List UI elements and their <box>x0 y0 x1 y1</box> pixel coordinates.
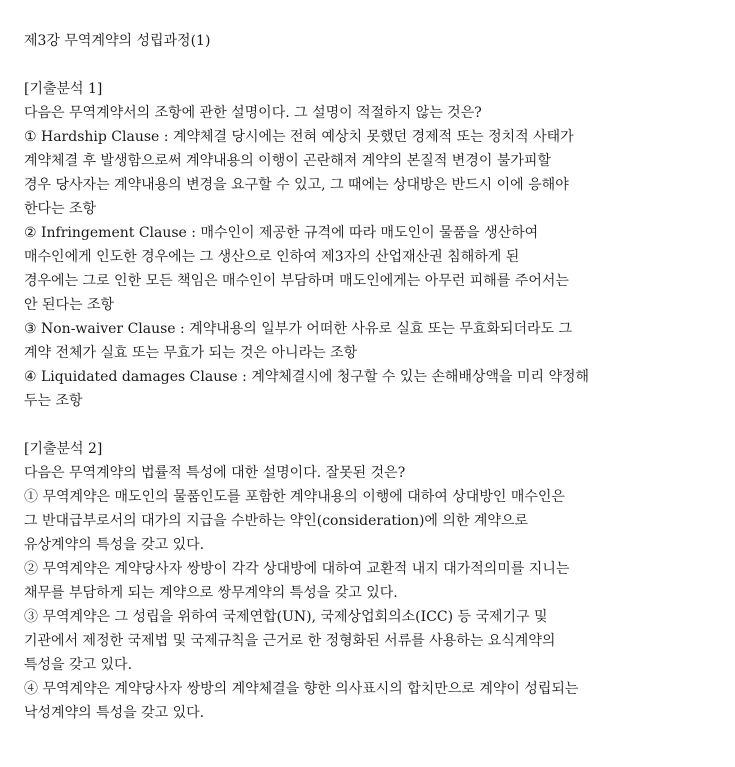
option-1-line: 유상계약의 특성을 갖고 있다. <box>24 537 205 553</box>
section-2 <box>24 437 724 725</box>
spacer <box>24 53 724 77</box>
option-3-line: 계약 전체가 실효 또는 무효가 되는 것은 아니라는 조항 <box>24 345 358 361</box>
option-1-line: ① Hardship Clause : 계약체결 당시에는 전혀 예상치 못했던 경제적 또는 정치적 사태가 <box>24 129 574 145</box>
option-1-line: 계약체결 후 발생함으로써 계약내용의 이행이 곤란해져 계약의 본질적 변경이 불가피할 <box>24 153 551 169</box>
option-2-line: ② 무역계약은 계약당사자 쌍방이 각각 상대방에 대하여 교환적 내지 대가적의미를 지니는 <box>24 561 570 577</box>
option-2-line: 매수인에게 인도한 경우에는 그 생산으로 인하여 제3자의 산업재산권 침해하게 된 <box>24 249 520 265</box>
option-2-line: 채무를 부담하게 되는 계약으로 쌍무계약의 특성을 갖고 있다. <box>24 585 398 601</box>
option-3-line: 기관에서 제정한 국제법 및 국제규칙을 근거로 한 정형화된 서류를 사용하는 요식계약의 <box>24 633 556 649</box>
option-1-line: 한다는 조항 <box>24 201 97 217</box>
option-4-line: 두는 조항 <box>24 393 83 409</box>
option-1-line: ① 무역계약은 매도인의 물품인도를 포함한 계약내용의 이행에 대하여 상대방인 매수인은 <box>24 489 565 505</box>
question-stem: 다음은 무역계약의 법률적 특성에 대한 설명이다. 잘못된 것은? <box>24 465 406 481</box>
option-4-line: 낙성계약의 특성을 갖고 있다. <box>24 705 205 721</box>
document-page <box>24 29 724 725</box>
option-1-line: 경우 당사자는 계약내용의 변경을 요구할 수 있고, 그 때에는 상대방은 반드시 이에 응해야 <box>24 177 569 193</box>
option-3-line: ③ 무역계약은 그 성립을 위하여 국제연합(UN), 국제상업회의소(ICC) 등 국제기구 및 <box>24 609 548 625</box>
option-3-line: ③ Non-waiver Clause : 계약내용의 일부가 어떠한 사유로 실효 또는 무효화되더라도 그 <box>24 321 572 337</box>
section-heading: [기출분석 1] <box>24 81 103 97</box>
section-heading: [기출분석 2] <box>24 441 103 457</box>
option-2-line: ② Infringement Clause : 매수인이 제공한 규격에 따라 매도인이 물품을 생산하여 <box>24 225 539 241</box>
option-3-line: 특성을 갖고 있다. <box>24 657 133 673</box>
section-1 <box>24 77 724 413</box>
document-title: 제3강 무역계약의 성립과정(1) <box>24 33 211 49</box>
option-2-line: 경우에는 그로 인한 모든 책임은 매수인이 부담하며 매도인에게는 아무런 피해를 주어서는 <box>24 273 569 289</box>
option-4-line: ④ 무역계약은 계약당사자 쌍방의 계약체결을 향한 의사표시의 합치만으로 계약이 성립되는 <box>24 681 579 697</box>
spacer <box>24 413 724 437</box>
option-1-line: 그 반대급부로서의 대가의 지급을 수반하는 약인(consideration)에 의한 계약으로 <box>24 513 529 529</box>
question-stem: 다음은 무역계약서의 조항에 관한 설명이다. 그 설명이 적절하지 않는 것은? <box>24 105 482 121</box>
option-4-line: ④ Liquidated damages Clause : 계약체결시에 청구할 수 있는 손해배상액을 미리 약정해 <box>24 369 590 385</box>
option-2-line: 안 된다는 조항 <box>24 297 115 313</box>
